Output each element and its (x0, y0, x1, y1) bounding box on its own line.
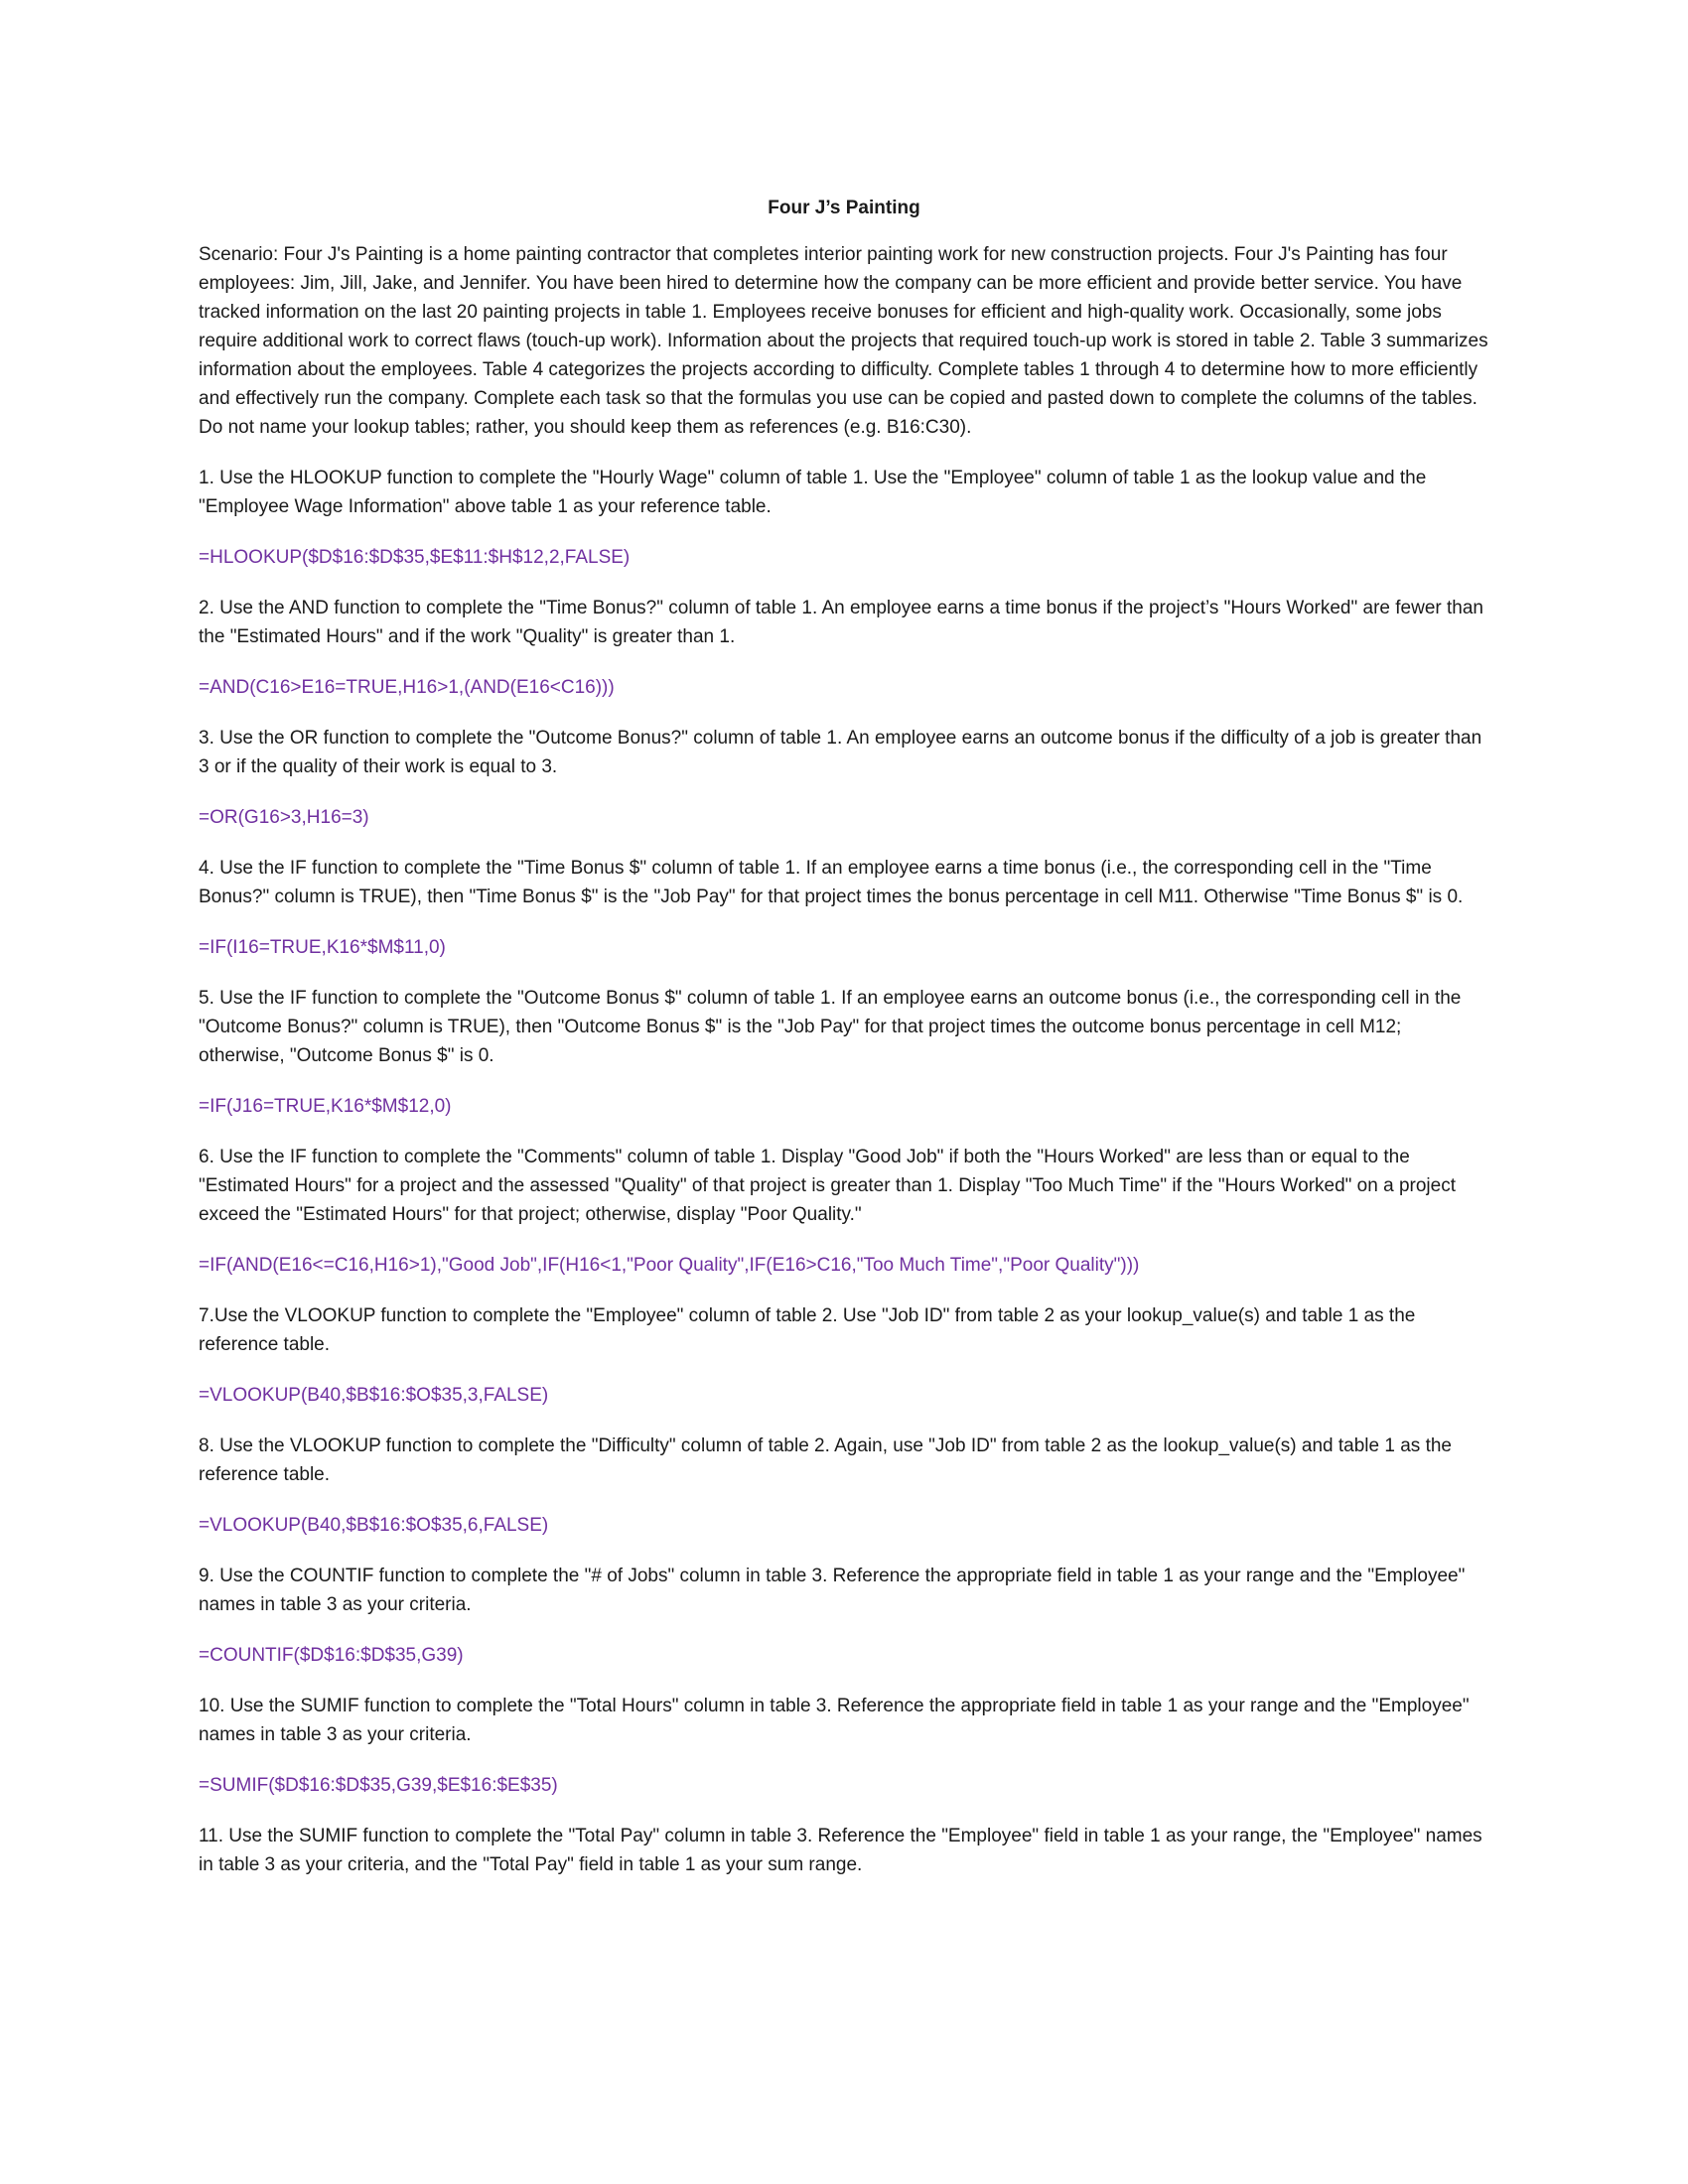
task-4-formula: =IF(I16=TRUE,K16*$M$11,0) (199, 937, 446, 958)
scenario-paragraph: Scenario: Four J's Painting is a home painting contractor that completes interior painting work for new construction projects. Four J's Painting has four employees: Jim, Jill, Jake, and Jennifer. You have been hired to determine how the company can be more efficient and provide better service. You have tracked information on the last 20 painting projects in table 1. Employees receive bonuses for efficient and high-quality work. Occasionally, some jobs require additional work to correct flaws (touch-up work). Information about the projects that required touch-up work is stored in table 2. Table 3 summarizes information about the employees. Table 4 categorizes the projects according to difficulty. Complete tables 1 through 4 to determine how to more efficiently and effectively run the company. Complete each task so that the formulas you use can be copied and pasted down to complete the columns of the tables. Do not name your lookup tables; rather, you should keep them as references (e.g. B16:C30). (199, 244, 1488, 438)
task-9-text: 9. Use the COUNTIF function to complete the "# of Jobs" column in table 3. Reference the appropriate field in table 1 as your range and the "Employee" names in table 3 as your criteria. (199, 1566, 1466, 1615)
task-5-formula: =IF(J16=TRUE,K16*$M$12,0) (199, 1096, 452, 1117)
task-9-formula: =COUNTIF($D$16:$D$35,G39) (199, 1645, 464, 1666)
task-2-formula: =AND(C16>E16=TRUE,H16>1,(AND(E16<C16))) (199, 677, 615, 698)
document-title: Four J’s Painting (768, 198, 920, 218)
task-8-formula: =VLOOKUP(B40,$B$16:$O$35,6,FALSE) (199, 1515, 549, 1536)
task-4-text: 4. Use the IF function to complete the "Time Bonus $" column of table 1. If an employee earns a time bonus (i.e., the corresponding cell in the "Time Bonus?" column is TRUE), then "Time Bonus $" is the "Job Pay" for that project times the bonus percentage in cell M11. Otherwise "Time Bonus $" is 0. (199, 858, 1464, 907)
task-6-formula: =IF(AND(E16<=C16,H16>1),"Good Job",IF(H16<1,"Poor Quality",IF(E16>C16,"Too Much Time","Poor Quality"))) (199, 1255, 1140, 1276)
task-2-text: 2. Use the AND function to complete the "Time Bonus?" column of table 1. An employee earns a time bonus if the project’s "Hours Worked" are fewer than the "Estimated Hours" and if the work "Quality" is greater than 1. (199, 598, 1483, 647)
document-page (199, 195, 1489, 1901)
task-11-text: 11. Use the SUMIF function to complete the "Total Pay" column in table 3. Reference the "Employee" field in table 1 as your range, the "Employee" names in table 3 as your criteria, and the "Total Pay" field in table 1 as your sum range. (199, 1826, 1482, 1875)
task-5-text: 5. Use the IF function to complete the "Outcome Bonus $" column of table 1. If an employee earns an outcome bonus (i.e., the corresponding cell in the "Outcome Bonus?" column is TRUE), then "Outcome Bonus $" is the "Job Pay" for that project times the outcome bonus percentage in cell M12; otherwise, "Outcome Bonus $" is 0. (199, 988, 1462, 1066)
task-3-text: 3. Use the OR function to complete the "Outcome Bonus?" column of table 1. An employee earns an outcome bonus if the difficulty of a job is greater than 3 or if the quality of their work is equal to 3. (199, 728, 1482, 777)
task-1-text: 1. Use the HLOOKUP function to complete the "Hourly Wage" column of table 1. Use the "Employee" column of table 1 as the lookup value and the "Employee Wage Information" above table 1 as your reference table. (199, 468, 1427, 517)
task-6-text: 6. Use the IF function to complete the "Comments" column of table 1. Display "Good Job" if both the "Hours Worked" are less than or equal to the "Estimated Hours" for a project and the assessed "Quality" of that project is greater than 1. Display "Too Much Time" if the "Hours Worked" on a project exceed the "Estimated Hours" for that project; otherwise, display "Poor Quality." (199, 1147, 1456, 1225)
task-1-formula: =HLOOKUP($D$16:$D$35,$E$11:$H$12,2,FALSE) (199, 547, 631, 568)
task-10-text: 10. Use the SUMIF function to complete the "Total Hours" column in table 3. Reference the appropriate field in table 1 as your range and the "Employee" names in table 3 as your criteria. (199, 1696, 1470, 1745)
task-7-formula: =VLOOKUP(B40,$B$16:$O$35,3,FALSE) (199, 1385, 549, 1406)
task-8-text: 8. Use the VLOOKUP function to complete the "Difficulty" column of table 2. Again, use "Job ID" from table 2 as the lookup_value(s) and table 1 as the reference table. (199, 1435, 1452, 1485)
task-10-formula: =SUMIF($D$16:$D$35,G39,$E$16:$E$35) (199, 1775, 558, 1796)
task-3-formula: =OR(G16>3,H16=3) (199, 807, 369, 828)
task-7-text: 7.Use the VLOOKUP function to complete the "Employee" column of table 2. Use "Job ID" from table 2 as your lookup_value(s) and table 1 as the reference table. (199, 1305, 1416, 1355)
